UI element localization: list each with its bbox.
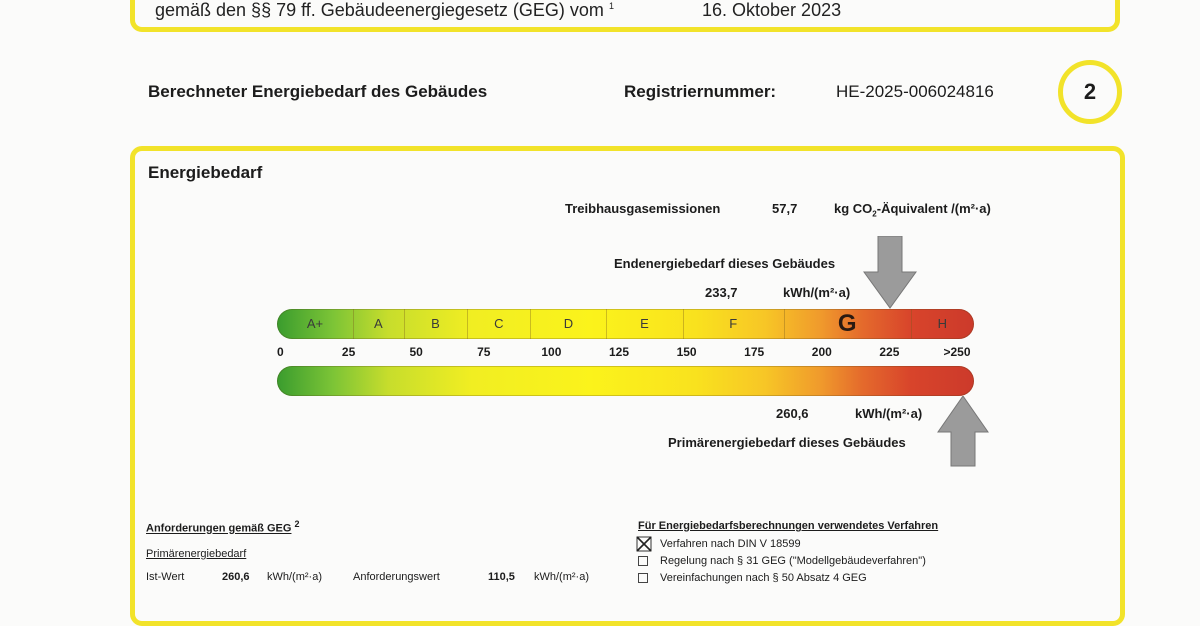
page-number: 2 (1083, 79, 1097, 104)
end-energy-arrow-icon (862, 236, 918, 310)
scale-tick-label: 150 (676, 345, 697, 359)
requirement-value: 110,5 (488, 571, 515, 583)
issue-date: 16. Oktober 2023 (702, 0, 842, 20)
page-number-badge (1058, 60, 1122, 124)
energy-class-d: D (563, 316, 574, 331)
scale-tick-label: 125 (608, 345, 630, 359)
requirement-label: Anforderungswert (353, 571, 440, 583)
primary-energy-value: 260,6 (776, 406, 809, 421)
registration-label: Registriernummer: (624, 82, 777, 101)
ist-value: 260,6 (222, 571, 250, 583)
ist-label: Ist-Wert (146, 571, 185, 583)
scale-tick-label: 225 (879, 345, 900, 359)
method-option-label: Regelung nach § 31 GEG ("Modellgebäudeverfahren") (660, 555, 926, 567)
ghg-label: Treibhausgasemissionen (565, 201, 721, 216)
class-separator (784, 309, 785, 339)
class-separator (467, 309, 468, 339)
energy-class-g: G (837, 310, 857, 337)
primary-energy-label: Primärenergiebedarf dieses Gebäudes (668, 435, 906, 450)
class-separator (911, 309, 912, 339)
energy-class-bar (277, 309, 974, 339)
scale-tick-label: >250 (943, 345, 971, 359)
checked-cross-icon (636, 536, 652, 552)
ist-unit: kWh/(m²·a) (267, 571, 322, 583)
method-checkbox[interactable] (636, 536, 652, 552)
scale-tick-label: 200 (811, 345, 832, 359)
energy-class-f: F (729, 316, 738, 331)
energy-class-a: A (374, 316, 383, 331)
page-title: Berechneter Energiebedarf des Gebäudes (148, 82, 488, 101)
primary-energy-bar (277, 366, 974, 396)
class-separator (606, 309, 607, 339)
ghg-unit: kg $CO_2$-Äquivalent /(m²·a) (834, 201, 991, 219)
end-energy-label: Endenergiebedarf dieses Gebäudes (614, 256, 836, 271)
class-separator (683, 309, 684, 339)
method-option-label: Verfahren nach DIN V 18599 (660, 538, 801, 550)
energy-class-e: E (640, 316, 649, 331)
scale-tick-label: 25 (341, 345, 356, 359)
scale-tick-label: 0 (277, 345, 284, 359)
scale-tick-label: 175 (744, 345, 765, 359)
ghg-value: 57,7 (772, 201, 798, 216)
end-energy-value: 233,7 (705, 285, 738, 300)
energy-class-h: H (937, 316, 947, 331)
end-energy-unit: kWh/(m²·a) (783, 285, 851, 300)
scale-tick-label: 75 (477, 345, 491, 359)
scale-tick-label: 50 (409, 345, 423, 359)
method-option-label: Vereinfachungen nach § 50 Absatz 4 GEG (660, 572, 867, 584)
energy-class-a-plus: A+ (306, 316, 324, 331)
section-title: Energiebedarf (148, 163, 263, 182)
class-separator (353, 309, 354, 339)
method-checkbox[interactable] (638, 556, 648, 566)
requirements-title: Anforderungen gemäß GEG $^2$ (146, 519, 300, 535)
law-reference: gemäß den §§ 79 ff. Gebäudeenergiegesetz (GEG) vom $^1$ (155, 0, 614, 20)
requirements-subtitle: Primärenergiebedarf (146, 548, 247, 560)
energy-class-c: C (494, 316, 504, 331)
method-checkbox[interactable] (638, 573, 648, 583)
requirement-unit: kWh/(m²·a) (534, 571, 589, 583)
method-title: Für Energiebedarfsberechnungen verwendetes Verfahren (638, 520, 939, 532)
registration-number: HE-2025-006024816 (836, 82, 994, 101)
class-separator (404, 309, 405, 339)
primary-energy-unit: kWh/(m²·a) (855, 406, 923, 421)
scale-tick-label: 100 (541, 345, 562, 359)
class-separator (530, 309, 531, 339)
energy-class-b: B (431, 316, 440, 331)
primary-energy-arrow-icon (936, 396, 990, 468)
